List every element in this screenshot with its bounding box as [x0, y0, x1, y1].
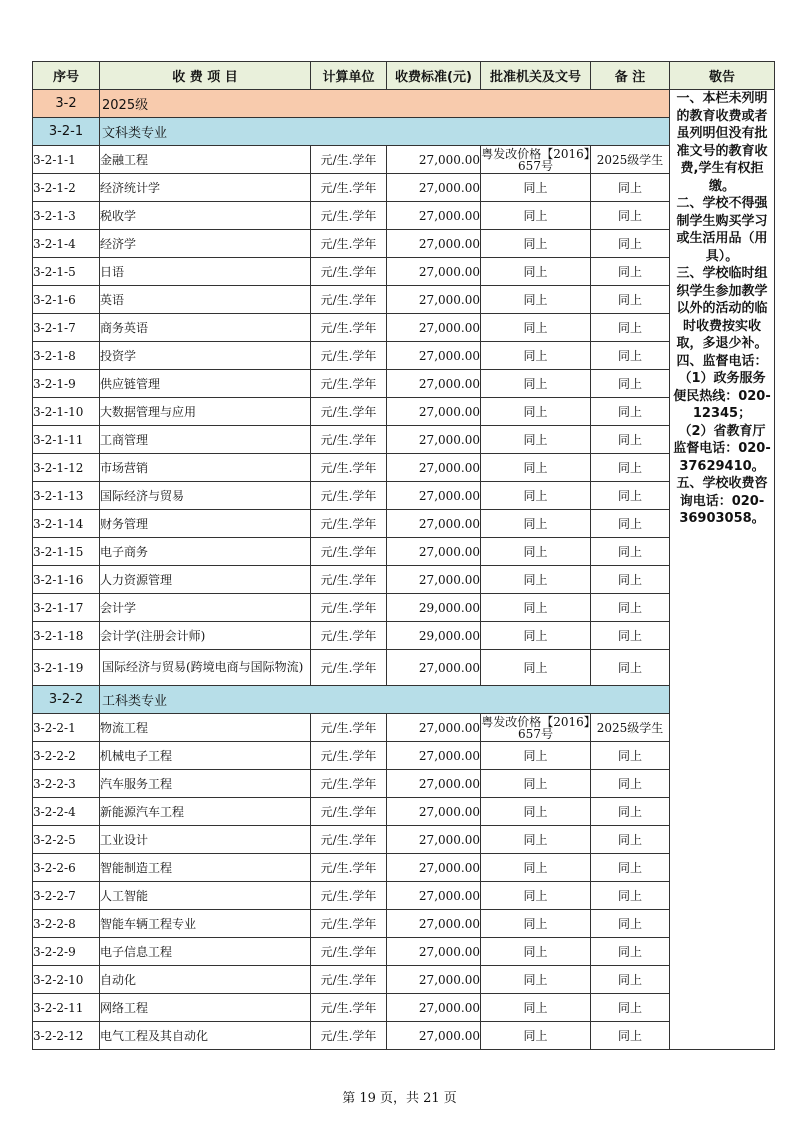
row-approval: 同上 [481, 770, 591, 798]
header-remark: 备 注 [591, 62, 670, 90]
row-remark: 同上 [591, 622, 670, 650]
row-amount: 27,000.00 [387, 566, 481, 594]
row-unit: 元/生.学年 [311, 594, 387, 622]
notice-cell [670, 90, 775, 1050]
row-amount: 27,000.00 [387, 202, 481, 230]
row-amount: 27,000.00 [387, 174, 481, 202]
row-approval: 同上 [481, 454, 591, 482]
row-amount: 27,000.00 [387, 146, 481, 174]
table-row [33, 482, 775, 510]
row-amount: 27,000.00 [387, 714, 481, 742]
table-row [33, 454, 775, 482]
row-no: 3-2-1-10 [33, 398, 100, 426]
notice-line: 缴。 [708, 178, 735, 194]
row-no: 3-2-1-13 [33, 482, 100, 510]
row-amount: 27,000.00 [387, 882, 481, 910]
row-approval: 同上 [481, 826, 591, 854]
notice-line: 询电话：020- [679, 493, 765, 509]
row-item-name: 国际经济与贸易 [100, 482, 311, 510]
table-row [33, 202, 775, 230]
row-remark: 同上 [591, 482, 670, 510]
row-no: 3-2-1-16 [33, 566, 100, 594]
row-approval: 同上 [481, 742, 591, 770]
row-approval: 同上 [481, 566, 591, 594]
category-no: 3-2-2 [33, 686, 100, 714]
table-row [33, 1022, 775, 1050]
row-approval: 同上 [481, 202, 591, 230]
header-item: 收 费 项 目 [100, 62, 311, 90]
row-no: 3-2-1-8 [33, 342, 100, 370]
row-approval: 同上 [481, 622, 591, 650]
row-approval: 同上 [481, 426, 591, 454]
row-unit: 元/生.学年 [311, 798, 387, 826]
row-unit: 元/生.学年 [311, 714, 387, 742]
row-no: 3-2-1-1 [33, 146, 100, 174]
row-remark: 同上 [591, 286, 670, 314]
row-remark: 同上 [591, 938, 670, 966]
row-unit: 元/生.学年 [311, 454, 387, 482]
row-approval: 同上 [481, 938, 591, 966]
row-no: 3-2-2-6 [33, 854, 100, 882]
table-row [33, 258, 775, 286]
row-no: 3-2-2-4 [33, 798, 100, 826]
table-row [33, 510, 775, 538]
row-approval: 同上 [481, 510, 591, 538]
row-remark: 同上 [591, 742, 670, 770]
row-remark: 同上 [591, 826, 670, 854]
row-item-name: 电子信息工程 [100, 938, 311, 966]
notice-line: 时收费按实收 [682, 318, 761, 334]
header-approval: 批准机关及文号 [481, 62, 591, 90]
row-no: 3-2-2-8 [33, 910, 100, 938]
table-row [33, 826, 775, 854]
row-unit: 元/生.学年 [311, 994, 387, 1022]
row-unit: 元/生.学年 [311, 566, 387, 594]
row-unit: 元/生.学年 [311, 426, 387, 454]
notice-line: 或生活用品（用 [676, 231, 768, 246]
row-no: 3-2-2-1 [33, 714, 100, 742]
table-row [33, 714, 775, 742]
grade-label: 2025级 [100, 90, 670, 118]
row-item-name: 市场营销 [100, 454, 311, 482]
row-unit: 元/生.学年 [311, 966, 387, 994]
row-amount: 27,000.00 [387, 510, 481, 538]
notice-line: 费,学生有权拒 [680, 161, 764, 176]
row-item-name: 工商管理 [100, 426, 311, 454]
row-no: 3-2-2-2 [33, 742, 100, 770]
table-row [33, 314, 775, 342]
row-no: 3-2-1-7 [33, 314, 100, 342]
row-unit: 元/生.学年 [311, 882, 387, 910]
row-amount: 27,000.00 [387, 650, 481, 686]
row-remark: 同上 [591, 538, 670, 566]
row-amount: 27,000.00 [387, 258, 481, 286]
row-no: 3-2-1-15 [33, 538, 100, 566]
row-item-name: 大数据管理与应用 [100, 398, 311, 426]
notice-line: 制学生购买学习 [676, 213, 768, 229]
row-item-name: 人力资源管理 [100, 566, 311, 594]
row-remark: 同上 [591, 454, 670, 482]
grade-row [33, 90, 775, 118]
row-approval: 同上 [481, 370, 591, 398]
notice-line: 以外的活动的临 [676, 301, 768, 316]
table-row [33, 938, 775, 966]
row-approval: 同上 [481, 910, 591, 938]
row-item-name: 物流工程 [100, 714, 311, 742]
row-no: 3-2-1-17 [33, 594, 100, 622]
row-no: 3-2-1-6 [33, 286, 100, 314]
row-amount: 27,000.00 [387, 286, 481, 314]
row-remark: 同上 [591, 994, 670, 1022]
row-amount: 27,000.00 [387, 938, 481, 966]
row-item-name: 财务管理 [100, 510, 311, 538]
table-row [33, 370, 775, 398]
notice-line: 四、监督电话： [676, 353, 768, 369]
row-unit: 元/生.学年 [311, 370, 387, 398]
row-item-name: 自动化 [100, 966, 311, 994]
row-no: 3-2-1-4 [33, 230, 100, 258]
row-remark: 2025级学生 [591, 714, 670, 742]
row-amount: 27,000.00 [387, 314, 481, 342]
row-remark: 同上 [591, 854, 670, 882]
row-unit: 元/生.学年 [311, 342, 387, 370]
row-unit: 元/生.学年 [311, 174, 387, 202]
row-remark: 同上 [591, 230, 670, 258]
row-remark: 同上 [591, 314, 670, 342]
row-no: 3-2-1-2 [33, 174, 100, 202]
row-approval: 同上 [481, 854, 591, 882]
row-approval: 同上 [481, 342, 591, 370]
row-amount: 27,000.00 [387, 854, 481, 882]
row-remark: 同上 [591, 966, 670, 994]
header-standard: 收费标准(元) [387, 62, 481, 90]
row-approval: 同上 [481, 258, 591, 286]
table-row [33, 538, 775, 566]
notice-line: 五、学校收费咨 [676, 476, 768, 491]
category-label: 工科类专业 [100, 686, 670, 714]
row-no: 3-2-1-18 [33, 622, 100, 650]
row-item-name: 智能制造工程 [100, 854, 311, 882]
row-no: 3-2-2-10 [33, 966, 100, 994]
row-item-name: 网络工程 [100, 994, 311, 1022]
notice-line: 虽列明但没有批 [676, 126, 768, 141]
row-remark: 同上 [591, 1022, 670, 1050]
row-amount: 27,000.00 [387, 910, 481, 938]
table-row [33, 622, 775, 650]
row-item-name: 电子商务 [100, 538, 311, 566]
notice-line: 36903058。 [679, 511, 765, 526]
table-row [33, 230, 775, 258]
notice-line: 准文号的教育收 [676, 143, 768, 159]
row-item-name: 经济学 [100, 230, 311, 258]
row-remark: 同上 [591, 426, 670, 454]
row-item-name: 汽车服务工程 [100, 770, 311, 798]
row-item-name: 英语 [100, 286, 311, 314]
row-approval: 同上 [481, 286, 591, 314]
row-approval: 同上 [481, 1022, 591, 1050]
row-no: 3-2-1-5 [33, 258, 100, 286]
table-row [33, 854, 775, 882]
row-amount: 27,000.00 [387, 538, 481, 566]
row-approval: 同上 [481, 482, 591, 510]
row-item-name: 投资学 [100, 342, 311, 370]
row-unit: 元/生.学年 [311, 538, 387, 566]
row-unit: 元/生.学年 [311, 938, 387, 966]
row-unit: 元/生.学年 [311, 622, 387, 650]
table-row [33, 426, 775, 454]
row-approval: 同上 [481, 398, 591, 426]
row-item-name: 经济统计学 [100, 174, 311, 202]
row-item-name: 电气工程及其自动化 [100, 1022, 311, 1050]
row-item-name: 日语 [100, 258, 311, 286]
row-no: 3-2-2-12 [33, 1022, 100, 1050]
row-approval: 同上 [481, 174, 591, 202]
row-amount: 27,000.00 [387, 342, 481, 370]
row-remark: 同上 [591, 342, 670, 370]
notice-line: 37629410。 [679, 458, 765, 474]
table-row [33, 966, 775, 994]
row-unit: 元/生.学年 [311, 146, 387, 174]
row-no: 3-2-1-3 [33, 202, 100, 230]
row-no: 3-2-2-5 [33, 826, 100, 854]
row-item-name: 机械电子工程 [100, 742, 311, 770]
row-amount: 27,000.00 [387, 230, 481, 258]
table-row [33, 882, 775, 910]
notice-line: 的教育收费或者 [676, 108, 768, 124]
table-row [33, 798, 775, 826]
row-item-name: 供应链管理 [100, 370, 311, 398]
row-item-name: 国际经济与贸易(跨境电商与国际物流) [100, 650, 311, 686]
header-unit: 计算单位 [311, 62, 387, 90]
notice-line: 监督电话：020- [673, 441, 771, 456]
row-unit: 元/生.学年 [311, 854, 387, 882]
row-amount: 29,000.00 [387, 594, 481, 622]
notice-line: 织学生参加教学 [676, 283, 768, 299]
notice-line: 具）。 [705, 248, 739, 264]
table-row [33, 994, 775, 1022]
row-remark: 同上 [591, 594, 670, 622]
table-row [33, 910, 775, 938]
row-remark: 同上 [591, 258, 670, 286]
row-remark: 2025级学生 [591, 146, 670, 174]
row-approval: 粤发改价格【2016】657号 [481, 714, 590, 741]
row-approval: 同上 [481, 798, 591, 826]
row-approval: 同上 [481, 994, 591, 1022]
table-row [33, 342, 775, 370]
notice-line: （2）省教育厅 [678, 423, 766, 439]
row-amount: 27,000.00 [387, 742, 481, 770]
row-amount: 27,000.00 [387, 966, 481, 994]
row-remark: 同上 [591, 910, 670, 938]
row-item-name: 会计学(注册会计师) [100, 622, 311, 650]
table-body [33, 90, 775, 1050]
row-unit: 元/生.学年 [311, 482, 387, 510]
row-approval: 同上 [481, 314, 591, 342]
row-no: 3-2-1-19 [33, 650, 100, 686]
row-remark: 同上 [591, 882, 670, 910]
table-row [33, 398, 775, 426]
row-amount: 27,000.00 [387, 454, 481, 482]
table-row [33, 742, 775, 770]
row-unit: 元/生.学年 [311, 258, 387, 286]
row-unit: 元/生.学年 [311, 202, 387, 230]
row-approval: 同上 [481, 594, 591, 622]
row-no: 3-2-2-3 [33, 770, 100, 798]
row-remark: 同上 [591, 566, 670, 594]
row-item-name: 会计学 [100, 594, 311, 622]
row-approval: 粤发改价格【2016】657号 [481, 146, 590, 173]
row-item-name: 智能车辆工程专业 [100, 910, 311, 938]
row-remark: 同上 [591, 770, 670, 798]
row-item-name: 人工智能 [100, 882, 311, 910]
notice-line: 二、学校不得强 [676, 196, 768, 211]
row-remark: 同上 [591, 174, 670, 202]
row-amount: 27,000.00 [387, 798, 481, 826]
row-item-name: 商务英语 [100, 314, 311, 342]
table-row [33, 770, 775, 798]
row-unit: 元/生.学年 [311, 650, 387, 686]
row-unit: 元/生.学年 [311, 826, 387, 854]
notice-line: 便民热线：020- [673, 388, 771, 404]
table-row [33, 650, 775, 686]
row-approval: 同上 [481, 882, 591, 910]
row-unit: 元/生.学年 [311, 230, 387, 258]
row-no: 3-2-2-9 [33, 938, 100, 966]
row-remark: 同上 [591, 370, 670, 398]
row-amount: 29,000.00 [387, 622, 481, 650]
row-item-name: 新能源汽车工程 [100, 798, 311, 826]
table-row [33, 566, 775, 594]
row-no: 3-2-2-11 [33, 994, 100, 1022]
row-no: 3-2-2-7 [33, 882, 100, 910]
row-amount: 27,000.00 [387, 398, 481, 426]
row-approval: 同上 [481, 966, 591, 994]
fee-table [32, 61, 775, 1050]
row-amount: 27,000.00 [387, 426, 481, 454]
table-header-row [33, 62, 775, 90]
row-approval: 同上 [481, 650, 591, 686]
row-unit: 元/生.学年 [311, 286, 387, 314]
row-unit: 元/生.学年 [311, 1022, 387, 1050]
row-approval: 同上 [481, 230, 591, 258]
category-label: 文科类专业 [100, 118, 670, 146]
notice-line: 12345； [692, 406, 752, 421]
row-item-name: 工业设计 [100, 826, 311, 854]
row-remark: 同上 [591, 650, 670, 686]
row-amount: 27,000.00 [387, 826, 481, 854]
row-no: 3-2-1-14 [33, 510, 100, 538]
row-unit: 元/生.学年 [311, 742, 387, 770]
table-row [33, 174, 775, 202]
notice-line: 取，多退少补。 [676, 336, 768, 351]
row-remark: 同上 [591, 202, 670, 230]
row-remark: 同上 [591, 398, 670, 426]
category-row [33, 686, 775, 714]
header-no: 序号 [33, 62, 100, 90]
row-no: 3-2-1-9 [33, 370, 100, 398]
row-unit: 元/生.学年 [311, 910, 387, 938]
table-row [33, 146, 775, 174]
row-unit: 元/生.学年 [311, 398, 387, 426]
row-amount: 27,000.00 [387, 482, 481, 510]
row-remark: 同上 [591, 510, 670, 538]
category-row [33, 118, 775, 146]
row-unit: 元/生.学年 [311, 510, 387, 538]
row-amount: 27,000.00 [387, 370, 481, 398]
notice-line: 三、学校临时组 [676, 266, 768, 281]
row-approval: 同上 [481, 538, 591, 566]
row-remark: 同上 [591, 798, 670, 826]
page-footer: 第 19 页，共 21 页 [342, 1091, 457, 1106]
table-row [33, 594, 775, 622]
notice-line: 一、本栏未列明 [676, 91, 768, 106]
notice-line: （1）政务服务 [678, 371, 766, 386]
row-unit: 元/生.学年 [311, 770, 387, 798]
row-item-name: 金融工程 [100, 146, 311, 174]
row-amount: 27,000.00 [387, 994, 481, 1022]
row-unit: 元/生.学年 [311, 314, 387, 342]
row-amount: 27,000.00 [387, 770, 481, 798]
row-no: 3-2-1-11 [33, 426, 100, 454]
row-item-name: 税收学 [100, 202, 311, 230]
category-no: 3-2-1 [33, 118, 100, 146]
row-amount: 27,000.00 [387, 1022, 481, 1050]
table-row [33, 286, 775, 314]
grade-no: 3-2 [33, 90, 100, 118]
header-notice: 敬告 [670, 62, 775, 90]
row-no: 3-2-1-12 [33, 454, 100, 482]
